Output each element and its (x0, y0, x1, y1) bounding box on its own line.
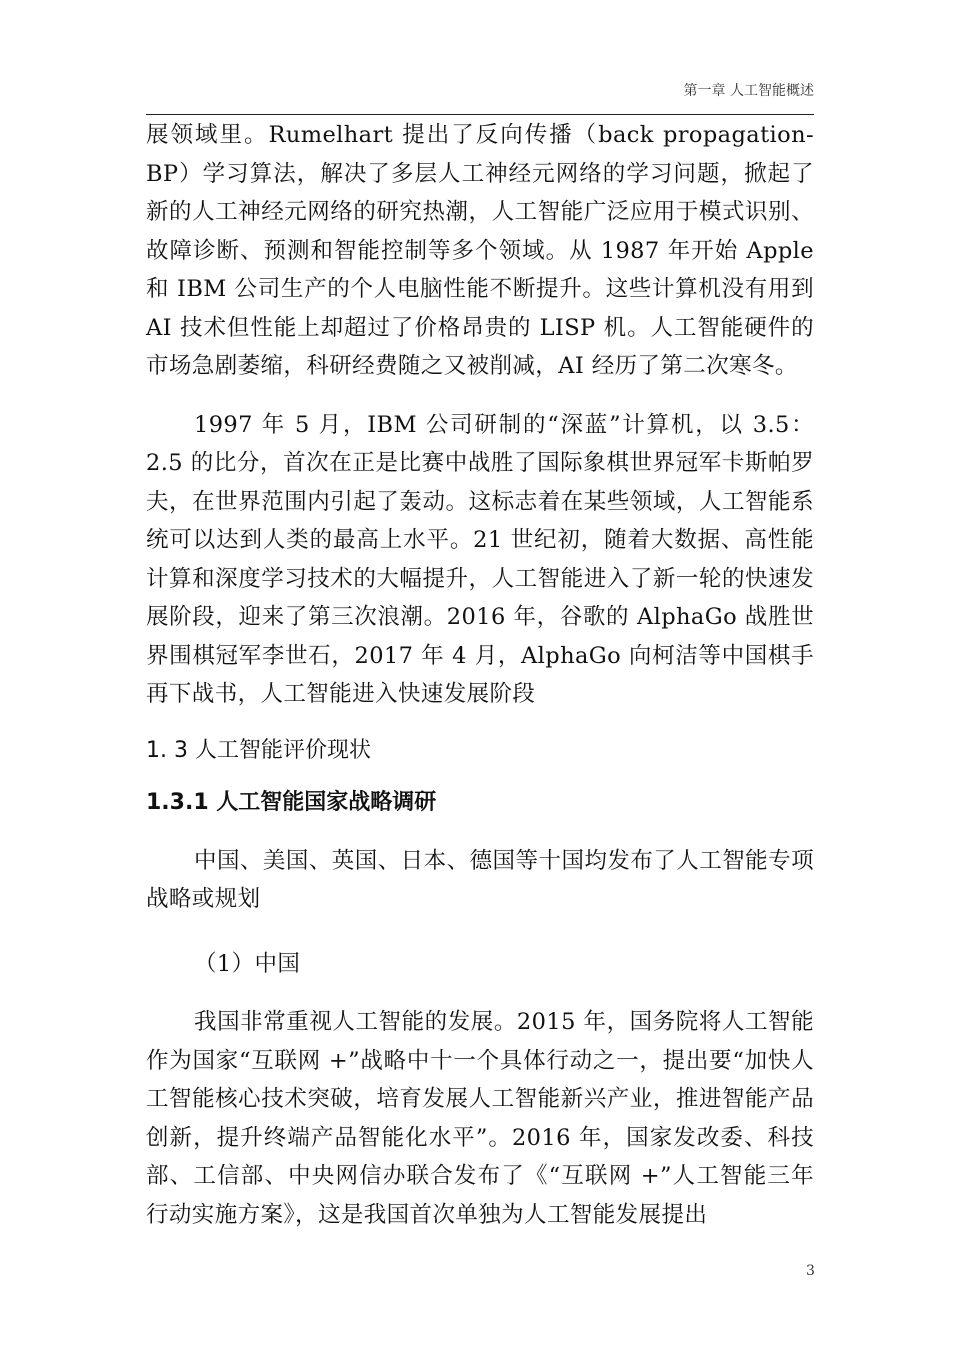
list-item-china: （1）中国 (194, 950, 301, 977)
paragraph-ten-countries: 中国、美国、英国、日本、德国等十国均发布了人工智能专项战略或规划 (146, 847, 814, 912)
paragraph-deep-blue: 1997 年 5 月，IBM 公司研制的“深蓝”计算机，以 3.5：2.5 的比分，首次在正是比赛中战胜了国际象棋世界冠军卡斯帕罗夫，在世界范围内引起了轰动。这标志着在某些领域，人工智能系统可以达到人类的最高上水平。21 世纪初，随着大数据、高性能计算和深度学习技术的大幅提升，人工智能进入了新一轮的快速发展阶段，迎来了第三次浪潮。2016 年，谷歌的 AlphaGo 战胜世界围棋冠军李世石，2017 年 4 月，AlphaGo 向柯洁等中国棋手再下战书，人工智能进入快速发展阶段 (146, 411, 814, 707)
section-heading: 1. 3 人工智能评价现状 (146, 737, 371, 763)
paragraph-china-policy: 我国非常重视人工智能的发展。2015 年，国务院将人工智能作为国家“互联网 +”战略中十一个具体行动之一，提出要“加快人工智能核心技术突破，培育发展人工智能新兴产业，推进智能产品创新，提升终端产品智能化水平”。2016 年，国家发改委、科技部、工信部、中央网信办联合发布了《“互联网 +”人工智能三年行动实施方案》，这是我国首次单独为人工智能发展提出 (146, 1009, 814, 1228)
chapter-header-title: 第一章 人工智能概述 (683, 83, 814, 99)
page-header (146, 74, 814, 115)
subsection-heading: 1.3.1 人工智能国家战略调研 (146, 789, 437, 815)
paragraph-continuation: 展领域里。Rumelhart 提出了反向传播（back propagation- BP）学习算法，解决了多层人工神经元网络的学习问题，掀起了新的人工神经元网络的研究热潮，人工智能广泛应用于模式识别、故障诊断、预测和智能控制等多个领域。从 1987 年开始 Apple 和 IBM 公司生产的个人电脑性能不断提升。这些计算机没有用到 AI 技术但性能上却超过了价格昂贵的 LISP 机。人工智能硬件的市场急剧萎缩，科研经费随之又被削减，AI 经历了第二次寒冬。 (146, 122, 814, 379)
page-number: 3 (806, 1263, 815, 1279)
document-body (146, 116, 814, 1234)
